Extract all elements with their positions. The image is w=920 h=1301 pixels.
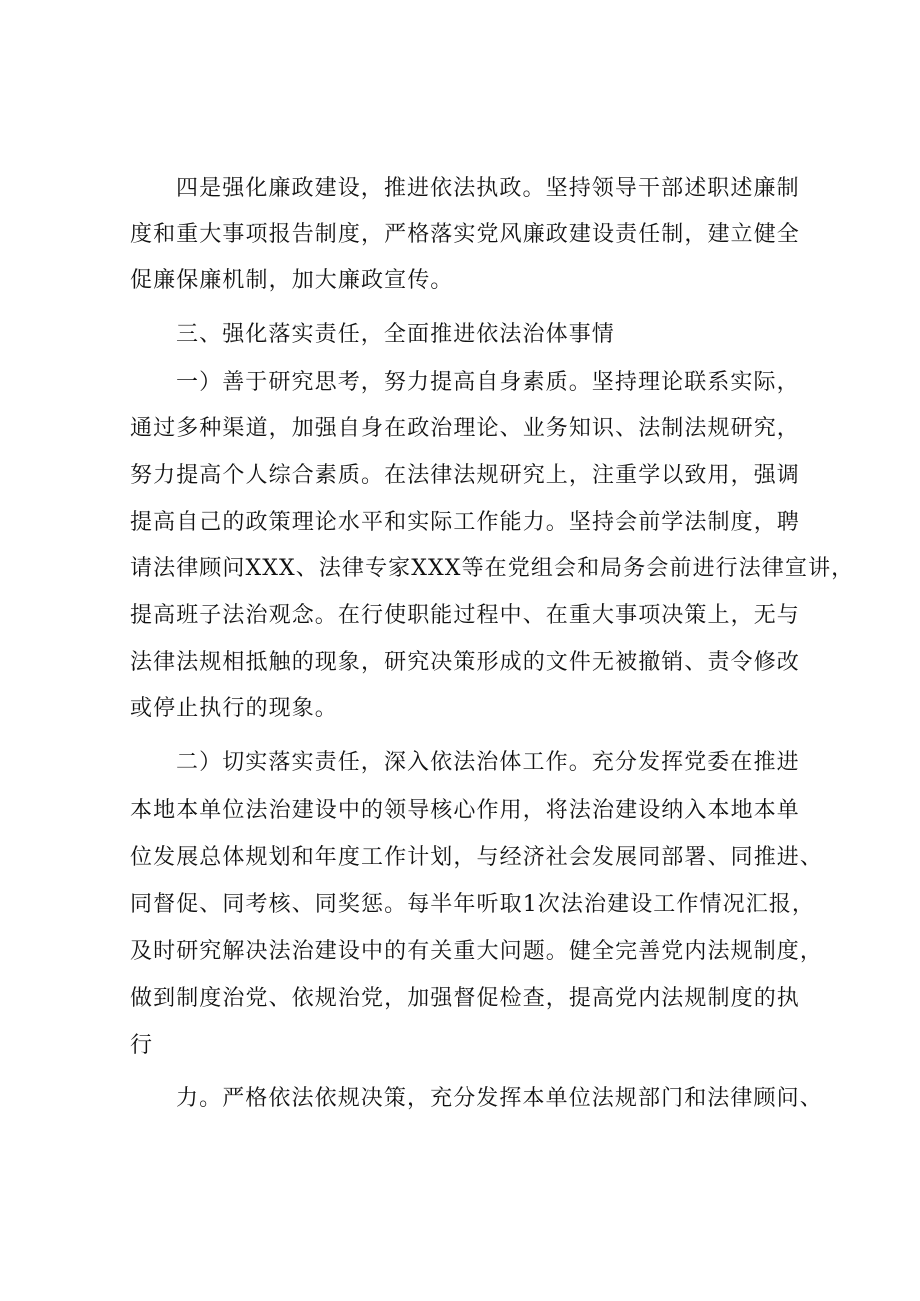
subsection-2-line-2: 本地本单位法治建设中的领导核心作用，将法治建设纳入本地本单 bbox=[130, 798, 800, 823]
subsection-2-line-3: 位发展总体规划和年度工作计划，与经济社会发展同部署、同推进、 bbox=[130, 845, 824, 870]
subsection-1-line-8: 或停止执行的现象。 bbox=[130, 696, 338, 721]
subsection-1-line-7: 法律法规相抵触的现象，研究决策形成的文件无被撤销、责令修改 bbox=[130, 650, 800, 675]
subsection-2-line-5: 及时研究解决法治建设中的有关重大问题。健全完善党内法规制度， bbox=[130, 939, 824, 964]
subsection-1-line-3: 努力提高个人综合素质。在法律法规研究上，注重学以致用，强调 bbox=[130, 463, 800, 488]
paragraph-4-line-3: 促廉保廉机制，加大廉政宣传。 bbox=[130, 268, 454, 293]
subsection-1-line-2: 通过多种渠道，加强自身在政治理论、业务知识、法制法规研究， bbox=[130, 416, 800, 441]
subsection-1-line-4: 提高自己的政策理论水平和实际工作能力。坚持会前学法制度，聘 bbox=[130, 510, 800, 535]
paragraph-4-line-1: 四是强化廉政建设，推进依法执政。坚持领导干部述职述廉制 bbox=[176, 176, 800, 201]
paragraph-4-line-2: 度和重大事项报告制度，严格落实党风廉政建设责任制，建立健全 bbox=[130, 222, 800, 247]
subsection-1-line-6: 提高班子法治观念。在行使职能过程中、在重大事项决策上，无与 bbox=[130, 603, 800, 628]
section-3-heading: 三、强化落实责任，全面推进依法治体事情 bbox=[176, 322, 615, 347]
subsection-1-line-5: 请法律顾问XXX、法律专家XXX等在党组会和局务会前进行法律宣讲， bbox=[130, 556, 855, 581]
continued-paragraph-line-1: 力。严格依法依规决策，充分发挥本单位法规部门和法律顾问、 bbox=[176, 1086, 823, 1111]
subsection-2-line-6: 做到制度治党、依规治党，加强督促检查，提高党内法规制度的执 bbox=[130, 986, 800, 1011]
subsection-2-line-7: 行 bbox=[130, 1033, 154, 1058]
subsection-2-line-1: 二）切实落实责任，深入依法治体工作。充分发挥党委在推进 bbox=[176, 750, 800, 775]
subsection-1-line-1: 一）善于研究思考，努力提高自身素质。坚持理论联系实际， bbox=[176, 370, 800, 395]
subsection-2-line-4: 同督促、同考核、同奖惩。每半年听取1次法治建设工作情况汇报， bbox=[130, 892, 815, 917]
